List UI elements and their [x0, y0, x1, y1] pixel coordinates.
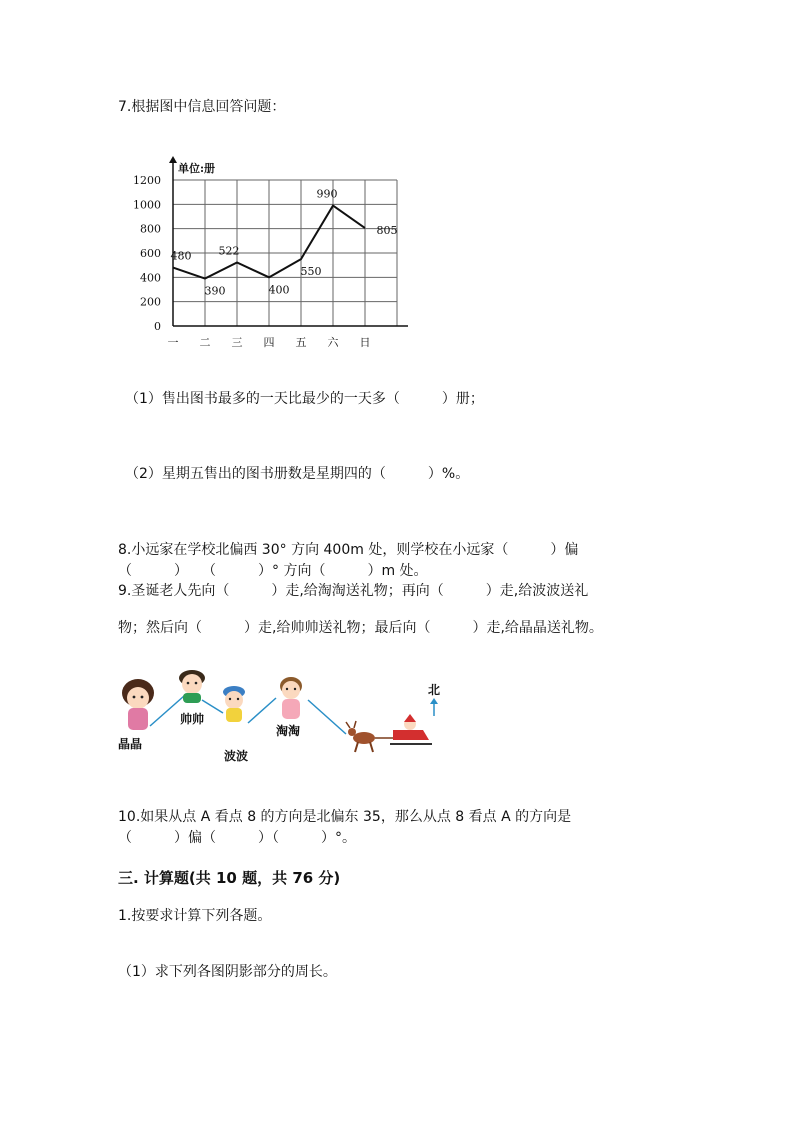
data-label: 390 [204, 284, 226, 298]
q8-line2: （ ） （ ）° 方向（ ）m 处。 [118, 563, 428, 579]
y-tick-label: 1200 [133, 174, 161, 187]
q10-line2: （ ）偏（ ）（ ）°。 [118, 830, 356, 846]
x-tick-label: 六 [327, 336, 339, 349]
q7-title: 7.根据图中信息回答问题： [118, 99, 286, 115]
x-tick-label: 五 [295, 336, 307, 349]
y-axis-arrow-icon [169, 156, 177, 163]
route-illustration [108, 668, 448, 768]
chart-unit-label: 单位:册 [178, 162, 216, 175]
route-line-jingjing-shuaishuai [150, 696, 184, 726]
name-shuaishuai: 帅帅 [180, 712, 205, 726]
bobo-figure-icon [223, 686, 245, 722]
q9-line1: 9.圣诞老人先向（ ）走,给淘淘送礼物；再向（ ）走,给波波送礼 [118, 583, 589, 599]
q10-line1: 10.如果从点 A 看点 8 的方向是北偏东 35，那么从点 8 看点 A 的方向是 [118, 809, 572, 825]
x-tick-label: 一 [167, 336, 179, 349]
line-chart [128, 150, 408, 350]
data-label: 400 [268, 283, 290, 297]
y-tick-label: 600 [140, 247, 161, 260]
section3-q1-sub1: （1）求下列各图阴影部分的周长。 [118, 964, 337, 980]
q7-sub2: （2）星期五售出的图书册数是星期四的（ ）%。 [125, 466, 470, 482]
x-tick-label: 三 [231, 336, 243, 349]
x-tick-label: 二 [199, 336, 211, 349]
route-line-taotao-sleigh [308, 700, 346, 734]
data-label: 805 [376, 224, 398, 238]
name-taotao: 淘淘 [276, 724, 301, 738]
y-tick-label: 0 [154, 320, 161, 333]
data-label: 480 [170, 249, 192, 263]
jingjing-figure-icon [122, 679, 154, 730]
x-tick-labels [168, 336, 371, 349]
name-jingjing: 晶晶 [118, 737, 143, 751]
y-tick-label: 200 [140, 295, 161, 309]
data-label: 522 [218, 244, 240, 258]
q7-sub1: （1）售出图书最多的一天比最少的一天多（ ）册； [125, 391, 484, 407]
north-arrow-icon [430, 698, 438, 716]
chart-grid [170, 180, 397, 326]
y-tick-labels [133, 174, 161, 333]
taotao-figure-icon [280, 677, 302, 719]
route-line-bobo-taotao [248, 698, 276, 723]
y-tick-label: 800 [140, 222, 161, 236]
santa-sleigh-icon [346, 714, 432, 752]
data-label: 990 [316, 187, 338, 201]
y-tick-label: 1000 [133, 198, 161, 212]
q9-line2: 物；然后向（ ）走,给帅帅送礼物；最后向（ ）走,给晶晶送礼物。 [118, 620, 603, 636]
y-tick-label: 400 [140, 271, 161, 285]
route-line-shuaishuai-bobo [202, 700, 223, 713]
x-tick-label: 日 [359, 336, 371, 349]
name-bobo: 波波 [224, 749, 249, 763]
x-tick-label: 四 [263, 336, 275, 349]
shuaishuai-figure-icon [179, 670, 205, 703]
north-label: 北 [428, 683, 441, 697]
data-label: 550 [300, 265, 322, 279]
section-heading: 三. 计算题(共 10 题，共 76 分) [118, 869, 341, 887]
section3-q1: 1.按要求计算下列各题。 [118, 908, 272, 924]
q8-line1: 8.小远家在学校北偏西 30° 方向 400m 处，则学校在小远家（ ）偏 [118, 542, 579, 558]
